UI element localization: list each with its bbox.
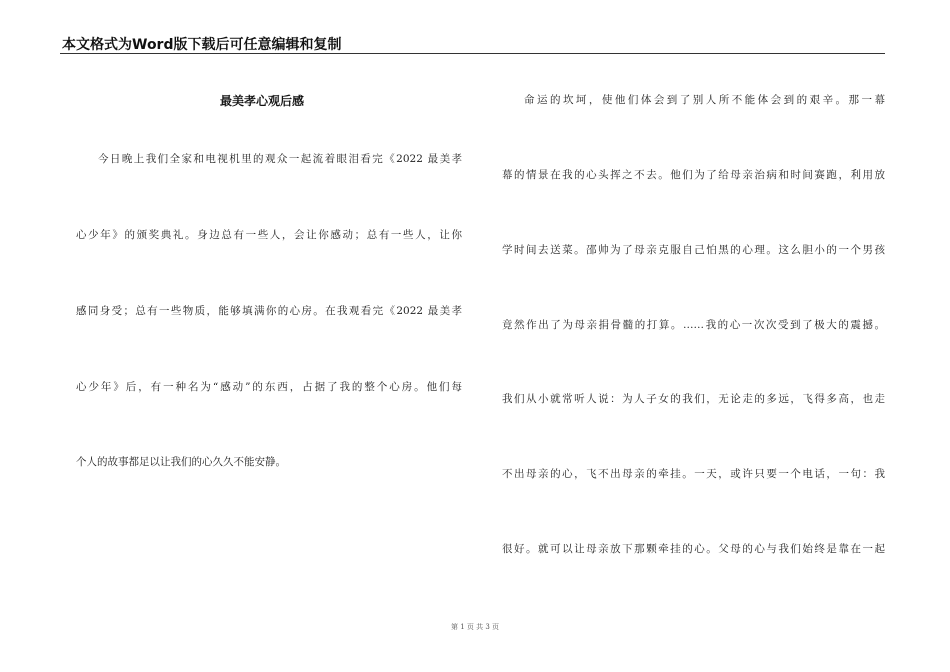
document-title: 最美孝心观后感 xyxy=(219,94,304,108)
paragraph-line: 感同身受；总有一些物质，能够填满你的心房。在我观看完《2022 最美孝 xyxy=(76,305,462,317)
paragraph-line: 个人的故事都足以让我们的心久久不能安静。 xyxy=(76,456,286,468)
paragraph-line: 今日晚上我们全家和电视机里的观众一起流着眼泪看完《2022 最美孝 xyxy=(98,153,462,165)
page-number-footer: 第 1 页 共 3 页 xyxy=(450,623,500,631)
paragraph-line: 幕的情景在我的心头挥之不去。他们为了给母亲治病和时间赛跑，利用放 xyxy=(502,169,885,181)
paragraph-line: 很好。就可以让母亲放下那颗牵挂的心。父母的心与我们始终是靠在一起 xyxy=(502,543,885,555)
header-banner: 本文格式为Word版下载后可任意编辑和复制 xyxy=(62,37,342,53)
paragraph-line: 心少年》的颁奖典礼。身边总有一些人，会让你感动；总有一些人，让你 xyxy=(76,229,462,241)
paragraph-line: 命运的坎坷，使他们体会到了别人所不能体会到的艰辛。那一幕 xyxy=(524,94,885,106)
paragraph-line: 不出母亲的心，飞不出母亲的牵挂。一天，或许只要一个电话，一句：我 xyxy=(502,468,885,480)
paragraph-line: 学时间去送菜。邵帅为了母亲克服自己怕黑的心理。这么胆小的一个男孩 xyxy=(502,244,885,256)
paragraph-line: 竟然作出了为母亲捐骨髓的打算。……我的心一次次受到了极大的震撼。 xyxy=(502,319,885,331)
paragraph-line: 心少年》后，有一种名为“感动”的东西，占据了我的整个心房。他们每 xyxy=(76,381,462,393)
paragraph-line: 我们从小就常听人说：为人子女的我们，无论走的多远，飞得多高，也走 xyxy=(502,393,885,405)
header-divider xyxy=(60,53,885,54)
